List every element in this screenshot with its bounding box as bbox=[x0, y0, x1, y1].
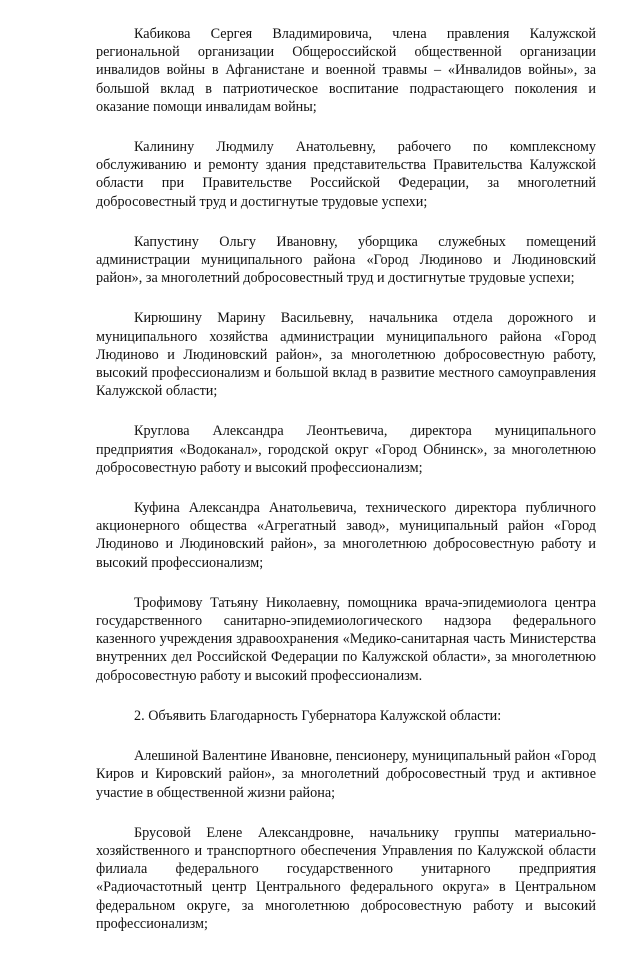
award-paragraph-trofimova: Трофимову Татьяну Николаевну, помощника врача-эпидемиолога центра государственного санитарно-эпидемиологического надзора федерального казенного учреждения здравоохранения «Медико-санитарная часть Министерства внутренних дел Российской Федерации по Калужской области», за многолетнюю добросовестную работу и высокий профессионализм. bbox=[96, 594, 596, 684]
award-paragraph-kalinina: Калинину Людмилу Анатольевну, рабочего по комплексному обслуживанию и ремонту здания представительства Правительства Калужской области при Правительстве Российской Федерации, за многолетний добросовестный труд и достигнутые трудовые успехи; bbox=[96, 139, 596, 210]
award-paragraph-kapustina: Капустину Ольгу Ивановну, уборщика служебных помещений администрации муниципального района «Город Людиново и Людиновский район», за многолетний добросовестный труд и достигнутые трудовые успехи; bbox=[96, 233, 596, 287]
gratitude-paragraph-aleshina: Алешиной Валентине Ивановне, пенсионеру, муниципальный район «Город Киров и Кировский район», за многолетний добросовестный труд и активное участие в общественной жизни района; bbox=[96, 748, 596, 801]
award-paragraph-kruglov: Круглова Александра Леонтьевича, директора муниципального предприятия «Водоканал», городской округ «Город Обнинск», за многолетнюю добросовестную работу и высокий профессионализм; bbox=[96, 423, 596, 476]
award-paragraph-kabikov: Кабикова Сергея Владимировича, члена правления Калужской региональной организации Общероссийской общественной организации инвалидов войны в Афганистане и военной травмы – «Инвалидов войны», за большой вклад в патриотическое воспитание подрастающего поколения и оказание помощи инвалидам войны; bbox=[96, 26, 596, 115]
document-body bbox=[96, 25, 596, 955]
section-heading-gratitude: 2. Объявить Благодарность Губернатора Калужской области: bbox=[134, 707, 502, 724]
gratitude-paragraph-brusova: Брусовой Елене Александровне, начальнику группы материально-хозяйственного и транспортного обеспечения Управления по Калужской области филиала федерального государственного унитарного предприятия «Радиочастотный центр Центрального федерального округа» в Центральном федеральном округе, за многолетнюю добросовестную работу и высокий профессионализм; bbox=[96, 824, 596, 932]
award-paragraph-kiryushina: Кирюшину Марину Васильевну, начальника отдела дорожного и муниципального хозяйства администрации муниципального района «Город Людиново и Людиновский район», за многолетнюю добросовестную работу, высокий профессионализм и большой вклад в развитие местного самоуправления Калужской области; bbox=[96, 310, 596, 400]
award-paragraph-kufin: Куфина Александра Анатольевича, технического директора публичного акционерного общества «Агрегатный завод», муниципальный район «Город Людиново и Людиновский район», за многолетнюю добросовестную работу и высокий профессионализм; bbox=[96, 500, 596, 571]
